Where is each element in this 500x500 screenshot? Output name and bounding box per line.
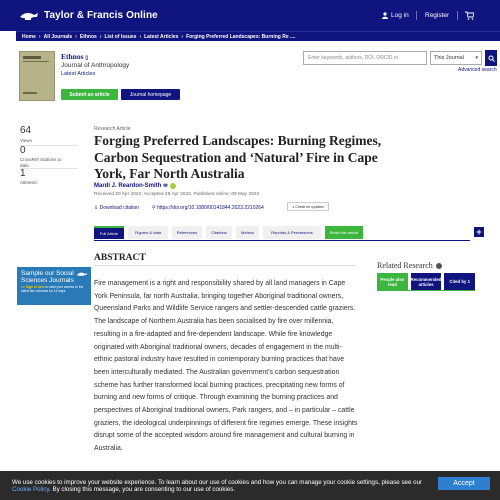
article-type: Research Article [94, 126, 131, 132]
tab-recommended[interactable]: Recommended articles [411, 273, 442, 290]
site-name: Taylor & Francis Online [44, 9, 158, 21]
lamp-logo-icon [76, 270, 88, 278]
site-logo[interactable] [18, 8, 158, 22]
divider [20, 145, 78, 146]
advanced-search-link[interactable]: Advanced search [458, 67, 497, 73]
breadcrumb-journal[interactable]: Ethnos [79, 33, 97, 40]
accept-cookies-button[interactable]: Accept [438, 477, 490, 490]
cookie-message: We use cookies to improve your website experience. To learn about our use of cookies and how you can manage your cookie settings, please see our Cookie Policy. By closing this message, you are consenting to our use of cookies. [12, 479, 423, 493]
crossref-count: 0 [20, 145, 26, 156]
tab-reprints[interactable]: Reprints & Permissions [263, 226, 321, 239]
divider [377, 290, 475, 291]
tab-people-also-read[interactable]: People also read [377, 273, 408, 290]
chevron-right-icon: › [181, 33, 184, 40]
breadcrumb-latest[interactable]: Latest Articles [144, 33, 179, 40]
promo-title: Sample our Social Sciences Journals [21, 270, 74, 284]
register-link[interactable]: Register [425, 12, 450, 19]
abstract-heading: ABSTRACT [94, 253, 146, 263]
author-link[interactable]: Mardi J. Reardon-Smith ✉ [94, 183, 176, 189]
latest-articles-link[interactable]: Latest Articles [61, 71, 96, 77]
orcid-icon[interactable] [170, 183, 176, 189]
submit-article-button[interactable]: Submit an article [61, 89, 118, 100]
divider [94, 265, 356, 266]
site-header [0, 0, 500, 31]
download-citation-link[interactable]: ⇓ Download citation [94, 205, 140, 211]
user-icon [382, 12, 388, 19]
breadcrumb [16, 31, 500, 41]
doi-link[interactable]: ⚲ https://doi.org/10.1080/00141844.2023.2210264 [152, 205, 264, 211]
promo-text: >> Sign in here to start your access to the latest two volumes for 14 days [21, 285, 84, 293]
chevron-right-icon: › [99, 33, 102, 40]
promo-banner[interactable] [17, 267, 91, 305]
breadcrumb-issues[interactable]: List of Issues [104, 33, 137, 40]
divider [20, 168, 78, 169]
journal-subtitle: Journal of Anthropology [61, 62, 130, 69]
tab-metrics[interactable]: Metrics [236, 226, 259, 239]
altmetric-count[interactable]: 1 [20, 168, 26, 179]
journal-cover[interactable] [19, 51, 55, 101]
expand-plus-button[interactable]: + [474, 227, 484, 237]
altmetric-label: Altmetric [20, 180, 38, 185]
cookie-policy-link[interactable]: Cookie Policy [12, 486, 50, 493]
cited-count: 1 [467, 279, 470, 284]
lamp-logo-icon [18, 8, 40, 22]
breadcrumb-current: Forging Preferred Landscapes: Burning Re .... [186, 33, 296, 40]
email-icon: ✉ [163, 183, 168, 189]
article-dates: Received 20 Apr 2022, Accepted 28 Apr 2023, Published online: 09 May 2023 [94, 192, 260, 197]
related-tabs [377, 273, 475, 290]
cookie-banner [0, 471, 500, 500]
crossmark-icon: ● [292, 204, 295, 209]
info-icon[interactable] [436, 263, 442, 269]
chevron-right-icon: › [75, 33, 77, 40]
journal-title[interactable]: Ethnos ▯ [61, 52, 89, 61]
check-updates-button[interactable]: ● Check for updates [287, 202, 329, 211]
open-access-icon: ▯ [85, 56, 89, 61]
breadcrumb-all-journals[interactable]: All Journals [43, 33, 73, 40]
journal-homepage-button[interactable]: Journal homepage [121, 89, 180, 100]
tab-citations[interactable]: Citations [206, 226, 232, 239]
article-tabs [94, 226, 470, 239]
divider [94, 240, 470, 241]
download-icon: ⇓ [94, 205, 99, 211]
crossref-label: CrossRef citations to date [20, 157, 62, 168]
login-link[interactable]: Log in [382, 12, 409, 19]
search-icon [488, 55, 495, 62]
tab-figures[interactable]: Figures & data [128, 226, 168, 239]
search-scope-select[interactable]: This Journal ▾ [430, 51, 482, 65]
abstract-text: Fire management is a right and responsibility shared by all land managers in Cape York Peninsula, far north Australia, bringing together Aboriginal traditional owners, Queensland Parks and Wildlife Service rangers and settler-descended cattle graziers. The landscape of Northern Australia has been socialised by fire over millennia, resulting in a fire-adapted and fire-dependent landscape. While fire knowledge originated with Aboriginal traditional owners, decades of engagement in the multi-ethnic pastoral industry have resulted in contemporary burning practices that have been interculturally mediated. The Australian government’s carbon sequestration scheme has further transformed local burning practices, precipitating new forms of burning and new forms of critique. Through examining the burning practices and perspectives of Aboriginal traditional owners, Park rangers, and – in particular – cattle graziers, the ideological underpinnings of different fire regimes emerge. These insights disrupt some of the accepted wisdom around fire management and cultural burning in Australia. [94, 280, 358, 453]
tab-references[interactable]: References [172, 226, 202, 239]
tab-full-article[interactable]: Full Article [94, 226, 124, 239]
search-input[interactable]: Enter keywords, authors, DOI, ORCID et [303, 51, 427, 65]
divider [457, 11, 458, 20]
breadcrumb-home[interactable]: Home [22, 33, 36, 40]
cart-icon[interactable] [465, 11, 474, 20]
views-label: Views [20, 138, 32, 143]
article-title: Forging Preferred Landscapes: Burning Regimes, Carbon Sequestration and ‘Natural’ Fire in Cape York, Far North Australia [94, 133, 382, 181]
tab-read-article[interactable]: Read this article [325, 226, 363, 239]
related-research-heading: Related Research [377, 261, 442, 270]
tab-cited-by[interactable]: Cited by 1 [444, 273, 475, 290]
chevron-right-icon: › [38, 33, 41, 40]
link-icon: ⚲ [152, 205, 156, 211]
divider [416, 11, 417, 20]
views-count: 64 [20, 125, 32, 136]
chevron-right-icon: › [139, 33, 142, 40]
search-button[interactable] [485, 50, 497, 66]
chevron-down-icon: ▾ [475, 55, 478, 61]
